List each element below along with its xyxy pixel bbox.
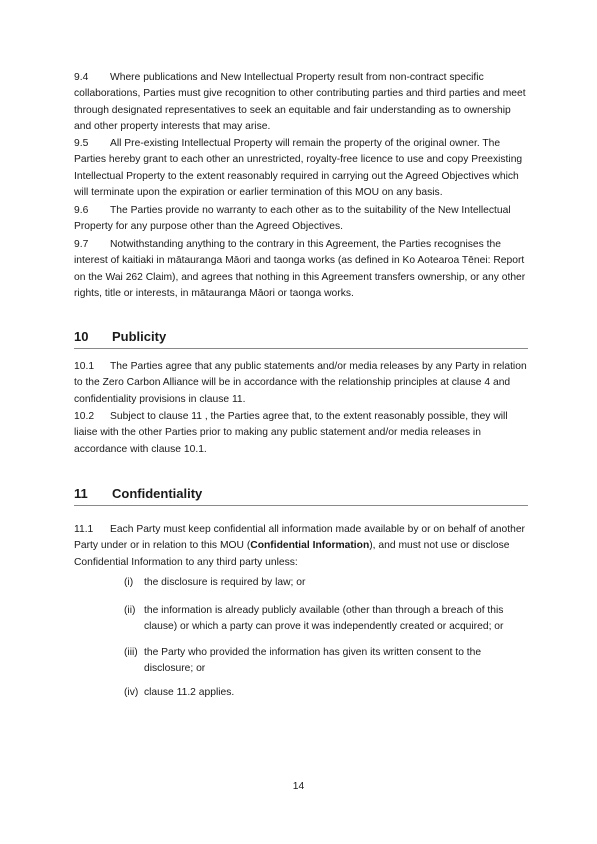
section-heading-confidentiality <box>74 485 528 506</box>
clause-10-2 <box>74 409 529 458</box>
section-number: 11 <box>74 486 88 501</box>
section-title: Confidentiality <box>112 486 203 501</box>
clause-number: 11.1 <box>74 524 94 535</box>
clause-number: 9.5 <box>74 138 89 149</box>
clause-9-7 <box>74 237 529 302</box>
list-marker: (iv) <box>124 687 139 698</box>
clause-number: 10.1 <box>74 361 95 372</box>
list-item <box>124 685 514 701</box>
clause-number: 9.6 <box>74 205 89 216</box>
section-number: 10 <box>74 329 89 344</box>
list-item-text: the disclosure is required by law; or <box>144 577 306 588</box>
list-item <box>124 645 514 678</box>
section-heading-publicity <box>74 328 528 349</box>
list-marker: (iii) <box>124 647 138 658</box>
list-item <box>124 575 514 591</box>
list-item-text: the Party who provided the information has given its written consent to the disclosure; or <box>144 647 482 675</box>
list-marker: (ii) <box>124 605 136 616</box>
clause-text: Notwithstanding anything to the contrary in this Agreement, the Parties recognises the interest of kaitiaki in mātauranga Māori and taonga works (as defined in Ko Aotearoa Tēnei: Report on the Wai 262 Claim), and agrees that nothing in this Agreement transfers ownership, or any other rights, title or interests, in mātauranga Māori or taonga works. <box>74 239 526 299</box>
list-item-text: clause 11.2 applies. <box>144 687 235 698</box>
list-marker: (i) <box>124 577 134 588</box>
clause-text: The Parties provide no warranty to each other as to the suitability of the New Intellectual Property for any purpose other than the Agreed Objectives. <box>74 205 511 233</box>
page-number: 14 <box>292 781 305 792</box>
clause-number: 10.2 <box>74 411 95 422</box>
clause-number: 9.4 <box>74 72 89 83</box>
clause-text: The Parties agree that any public statements and/or media releases by any Party in relation to the Zero Carbon Alliance will be in accordance with the relationship principles at clause 4 and confidentiality provisions in clause 11. <box>74 361 527 405</box>
clause-text: All Pre-existing Intellectual Property will remain the property of the original owner. The Parties hereby grant to each other an unrestricted, royalty-free licence to use and copy Preexisting Intellectual Property to the extent reasonably required in carrying out the Agreed Objectives which will terminate upon the expiration or earlier termination of this MOU on any basis. <box>74 138 523 198</box>
list-item-text: the information is already publicly available (other than through a breach of this clause) or which a party can prove it was independently created or acquired; or <box>144 605 504 633</box>
clause-9-4 <box>74 70 529 135</box>
defined-term: Confidential Information <box>250 540 370 552</box>
clause-text-after: ), and must not use or disclose Confidential Information to any third party unless: <box>74 540 510 568</box>
clause-text-before: Each Party must keep confidential all information made available by or on behalf of another Party under or in relation to this MOU ( <box>74 524 525 552</box>
clause-text: Subject to clause 11 , the Parties agree that, to the extent reasonably possible, they will liaise with the other Parties prior to making any public statement and/or media releases in accordance with clause 10.1. <box>74 411 508 455</box>
clause-text: Where publications and New Intellectual Property result from non-contract specific collaborations, Parties must give recognition to other contributing parties and third parties and meet through designated representatives to seek an equitable and fair understanding as to ownership and other property interests that may arise. <box>74 72 526 132</box>
clause-9-6 <box>74 203 529 236</box>
clause-number: 9.7 <box>74 239 89 250</box>
list-item <box>124 603 514 636</box>
clause-11-1 <box>74 522 529 571</box>
clause-10-1 <box>74 359 529 408</box>
clause-9-5 <box>74 136 529 201</box>
section-title: Publicity <box>112 329 167 344</box>
